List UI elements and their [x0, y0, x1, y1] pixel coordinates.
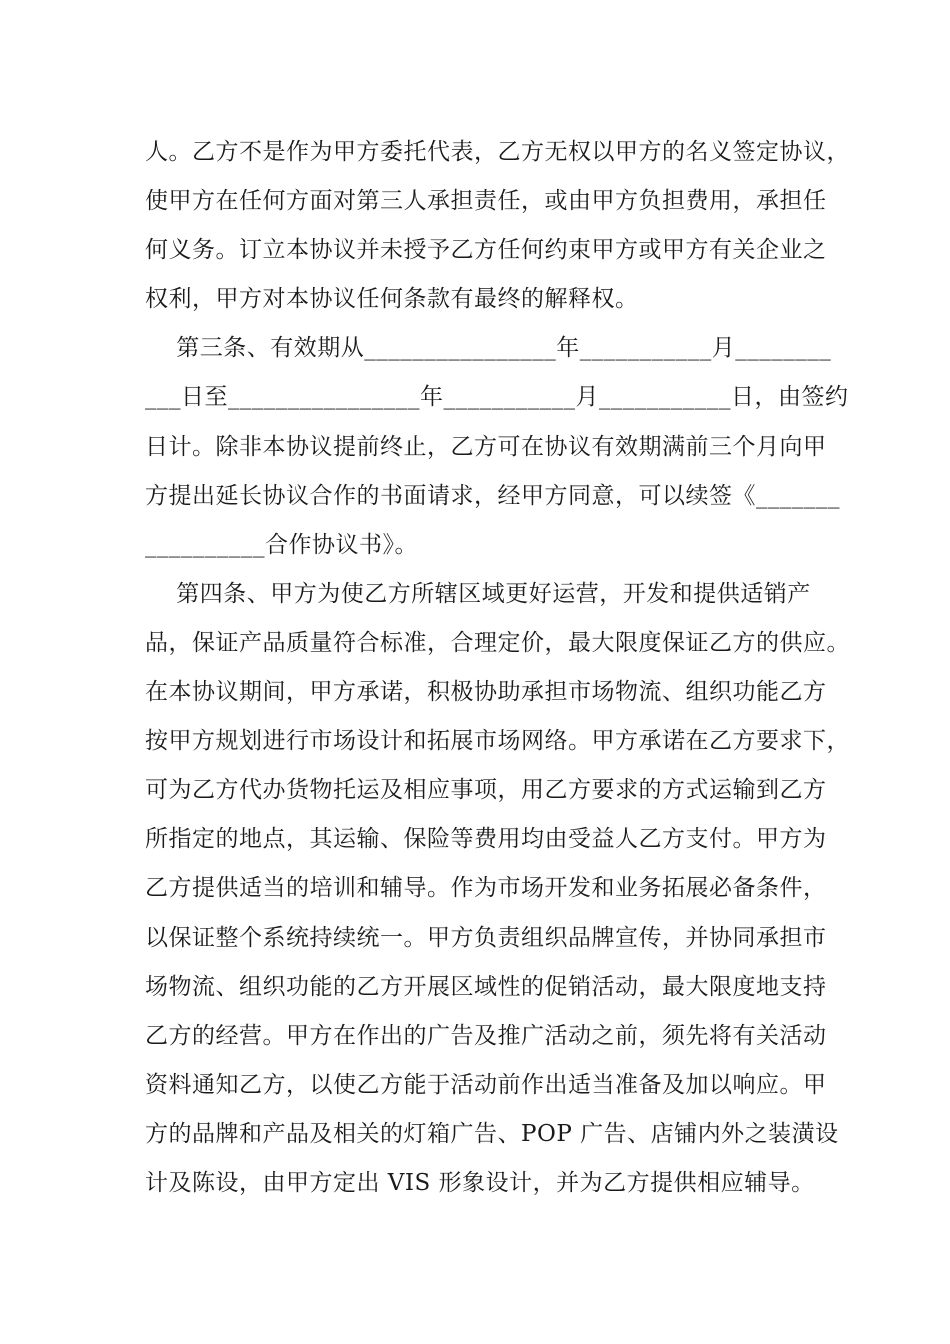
text-line: 何义务。订立本协议并未授予乙方任何约束甲方或甲方有关企业之 [145, 237, 827, 264]
text-line: 所指定的地点，其运输、保险等费用均由受益人乙方支付。甲方为 [145, 826, 827, 853]
text-line: ___日至________________年___________月___________日，由签约 [145, 384, 849, 411]
text-line: 按甲方规划进行市场设计和拓展市场网络。甲方承诺在乙方要求下， [145, 728, 850, 755]
clause-3-line: 第三条、有效期从________________年___________月________ [145, 335, 832, 362]
text-line: 场物流、组织功能的乙方开展区域性的促销活动，最大限度地支持 [145, 973, 827, 1000]
text-line: 以保证整个系统持续统一。甲方负责组织品牌宣传，并协同承担市 [145, 924, 827, 951]
text-line: 乙方提供适当的培训和辅导。作为市场开发和业务拓展必备条件， [145, 875, 827, 902]
text-line: 计及陈设，由甲方定出 VIS 形象设计，并为乙方提供相应辅导。 [145, 1169, 815, 1196]
text-line: 资料通知乙方，以使乙方能于活动前作出适当准备及加以响应。甲 [145, 1071, 827, 1098]
text-line: 使甲方在任何方面对第三人承担责任，或由甲方负担费用，承担任 [145, 188, 827, 215]
text-line: 方的品牌和产品及相关的灯箱广告、POP 广告、店铺内外之装潢设 [145, 1120, 839, 1147]
text-line: 方提出延长协议合作的书面请求，经甲方同意，可以续签《_______ [145, 482, 840, 509]
text-line: 乙方的经营。甲方在作出的广告及推广活动之前，须先将有关活动 [145, 1022, 827, 1049]
text-line: 人。乙方不是作为甲方委托代表，乙方无权以甲方的名义签定协议， [145, 139, 850, 165]
clause-4-line: 第四条、甲方为使乙方所辖区域更好运营，开发和提供适销产 [145, 580, 811, 607]
text-line: __________合作协议书》。 [145, 531, 418, 558]
text-line: 日计。除非本协议提前终止，乙方可在协议有效期满前三个月向甲 [145, 433, 827, 460]
document-body [145, 128, 850, 1208]
text-line: 可为乙方代办货物托运及相应事项，用乙方要求的方式运输到乙方 [145, 777, 827, 804]
text-line: 在本协议期间，甲方承诺，积极协助承担市场物流、组织功能乙方 [145, 679, 827, 706]
text-line: 权利，甲方对本协议任何条款有最终的解释权。 [145, 286, 639, 313]
text-line: 品，保证产品质量符合标准，合理定价，最大限度保证乙方的供应。 [145, 629, 850, 656]
